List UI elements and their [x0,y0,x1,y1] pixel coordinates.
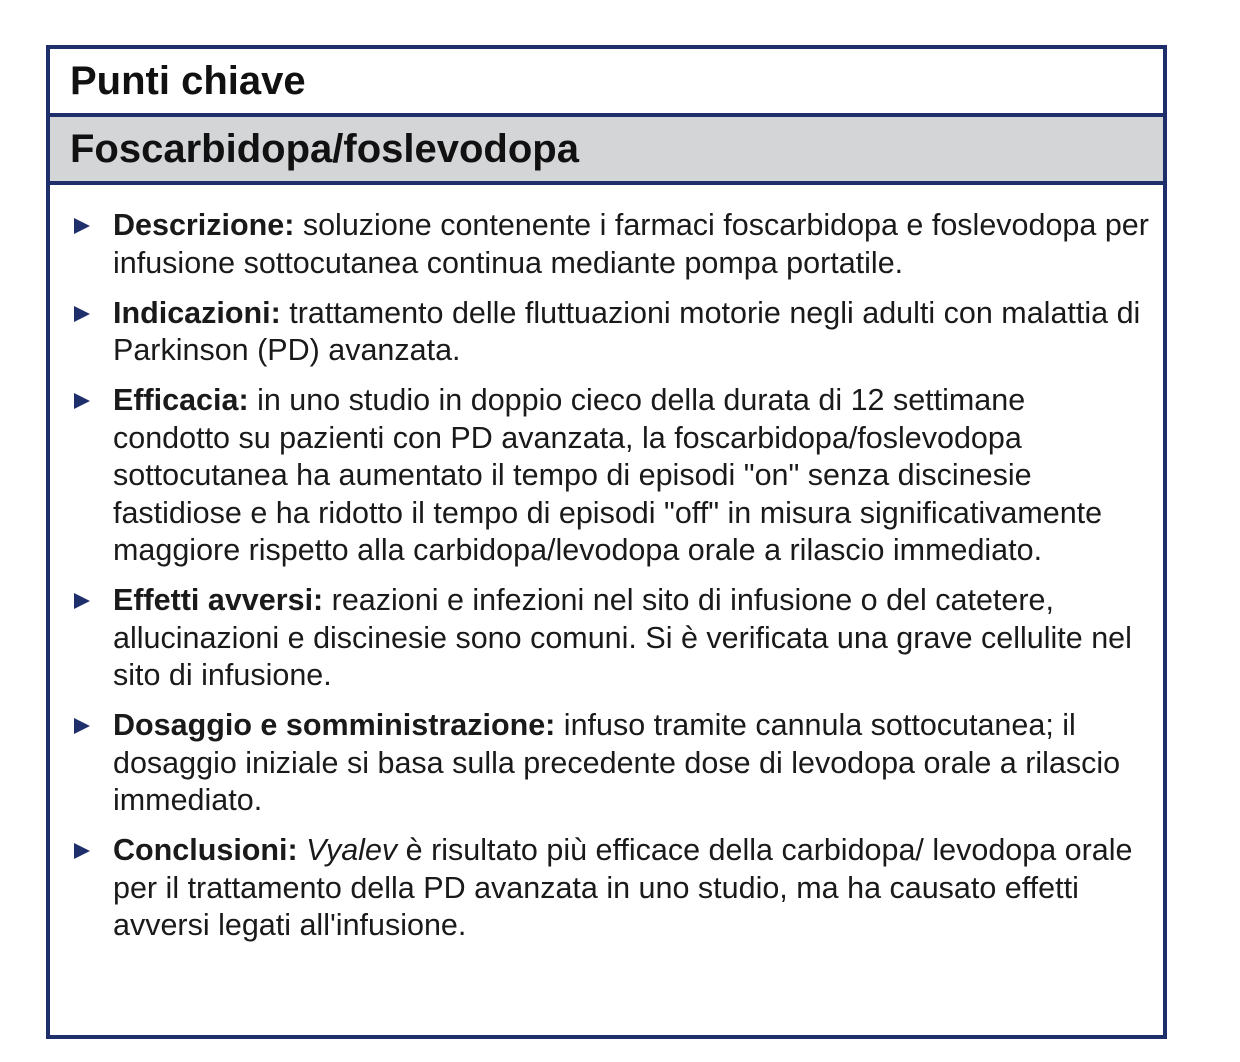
triangle-bullet-icon [74,306,90,322]
triangle-bullet-icon [74,393,90,409]
point-text: è risultato più efficace della carbidopa/ levodopa orale per il trattamento della PD avanzata in uno studio, ma ha causato effetti avversi legati all'infusione. [113,833,1133,942]
triangle-bullet-icon [74,718,90,734]
point-text: infuso tramite cannula sottocutanea; il dosaggio iniziale si basa sulla precedente dose di levodopa orale a rilascio immediato. [113,708,1121,817]
key-points-box [46,45,1167,1039]
point-text: in uno studio in doppio cieco della durata di 12 settimane condotto su pazienti con PD avanzata, la foscarbidopa/foslevodopa sottocutanea ha aumentato il tempo di episodi "on" senza discinesie fastidiose e ha ridotto il tempo di episodi "off" in misura significativamente maggiore rispetto alla carbidopa/levodopa orale a rilascio immediato. [113,383,1103,567]
point-efficacy [70,382,1149,570]
point-label: Dosaggio e somministrazione: [113,708,556,742]
point-label: Effetti avversi: [113,583,324,617]
key-points-list [50,185,1163,945]
point-adverse-effects [70,582,1149,695]
point-label: Conclusioni: [113,833,298,867]
point-text: trattamento delle fluttuazioni motorie negli adulti con malattia di Parkinson (PD) avanzata. [113,295,1141,367]
point-text: reazioni e infezioni nel sito di infusione o del catetere, allucinazioni e discinesie sono comuni. Si è verificata una grave cellulite nel sito di infusione. [113,583,1132,692]
point-description [70,207,1149,282]
triangle-bullet-icon [74,593,90,609]
triangle-bullet-icon [74,843,90,859]
box-title: Punti chiave [50,49,1163,117]
point-label: Efficacia: [113,383,249,417]
point-dosage [70,707,1149,820]
point-label: Indicazioni: [113,295,281,330]
drug-brand-name: Vyalev [306,833,398,867]
point-indications [70,295,1149,370]
drug-name-heading: Foscarbidopa/foslevodopa [50,117,1163,185]
point-conclusions [70,832,1149,945]
point-label: Descrizione: [113,208,295,242]
point-text: soluzione contenente i farmaci foscarbidopa e foslevodopa per infusione sottocutanea continua mediante pompa portatile. [113,208,1149,280]
triangle-bullet-icon [74,218,90,234]
